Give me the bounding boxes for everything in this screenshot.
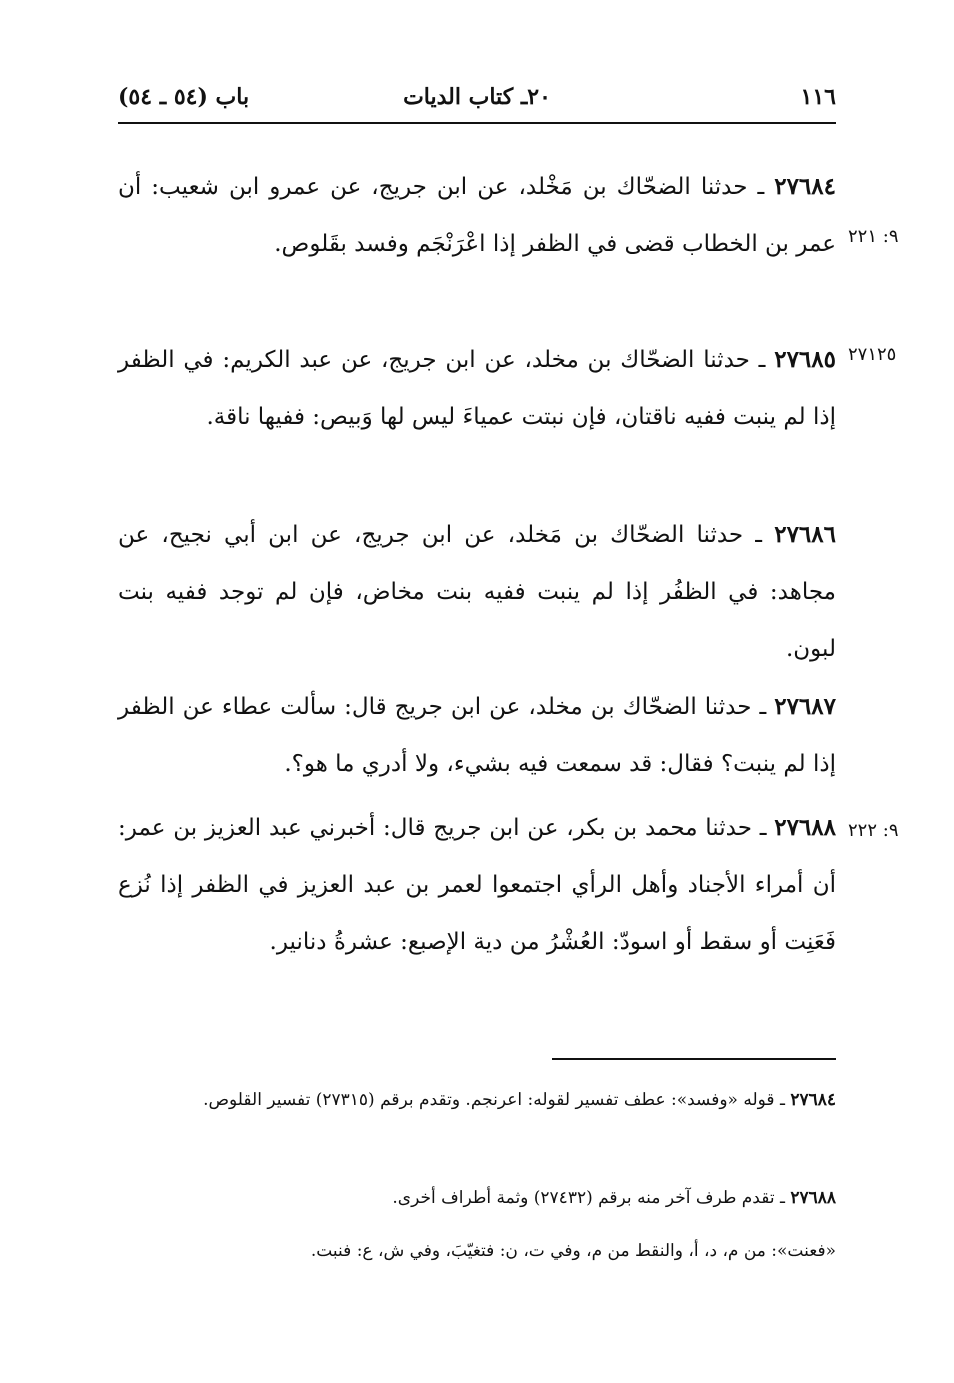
entry-text: ـ حدثنا الضحّاك بن مخلد، عن ابن جريج قال: سألت عطاء عن الظفر إذا لم ينبت؟ فقال: قد سمعت فيه بشيء، ولا أدري ما هو؟. [118,694,836,777]
hadith-entry [118,331,836,446]
book-title: ٢٠ـ كتاب الديات [403,84,551,110]
entry-text: ـ حدثنا الضحّاك بن مَخْلد، عن ابن جريج، عن عمرو ابن شعيب: أن عمر بن الخطاب قضى في الظفر إذا اعْرَنْجَم وفسد بقَلوص. [118,174,836,257]
entry-number: ٢٧٦٨٥ [774,346,836,373]
hadith-entry [118,799,836,971]
entry-number: ٢٧٦٨٤ [774,173,836,200]
entry-number: ٢٧٦٨٧ [774,693,836,720]
header-rule [118,122,836,124]
running-header [118,84,836,124]
margin-reference: ٩: ٢٢١ [848,226,899,247]
margin-reference: ٩: ٢٢٢ [848,820,899,841]
page-number: ١١٦ [800,84,836,110]
entry-text: ـ حدثنا الضحّاك بن مَخلد، عن ابن جريج، عن ابن أبي نجيح، عن مجاهد: في الظفُر إذا لم ينبت ففيه بنت مخاض، فإن لم توجد ففيه بنت لبون. [118,522,836,662]
hadith-entry [118,678,836,793]
footnote [118,1180,836,1217]
hadith-entry [118,506,836,678]
entry-text: ـ حدثنا محمد بن بكر، عن ابن جريج قال: أخبرني عبد العزيز بن عمر: أن أمراء الأجناد وأهل الرأي اجتمعوا لعمر بن عبد العزيز في الظفر إذا نُزع فَعَنِت أو سقط أو اسودّ: العُشْرُ من دية الإصبع: عشرةُ دنانير. [118,815,836,955]
margin-reference: ٢٧١٢٥ [848,344,897,365]
footnote-text: ـ تقدم طرف آخر منه برقم (٢٧٤٣٢) وثمة أطراف أخرى. [392,1188,791,1208]
footnote [118,1233,836,1270]
entry-number: ٢٧٦٨٦ [774,521,836,548]
footnote-number: ٢٧٦٨٨ [790,1188,836,1208]
entry-number: ٢٧٦٨٨ [774,814,836,841]
entry-text: ـ حدثنا الضحّاك بن مخلد، عن ابن جريج، عن عبد الكريم: في الظفر إذا لم ينبت ففيه ناقتان، فإن نبتت عمياءَ ليس لها وَبيص: ففيها ناقة. [118,347,836,430]
footnote-separator [552,1058,836,1060]
footnote [118,1082,836,1119]
chapter-range: باب (٥٤ ـ ٥٤) [118,84,250,110]
footnote-number: ٢٧٦٨٤ [790,1090,836,1110]
footnote-text: ـ قوله «وفسد»: عطف تفسير لقوله: اعرنجم. وتقدم برقم (٢٧٣١٥) تفسير القلوص. [203,1090,791,1110]
hadith-entry [118,158,836,273]
footnote-text: «فعنت»: من م، د، أ، والنقط من م، وفي ت، ن: فتغيّبَ، وفي ش، ع: فنبت. [310,1241,836,1261]
